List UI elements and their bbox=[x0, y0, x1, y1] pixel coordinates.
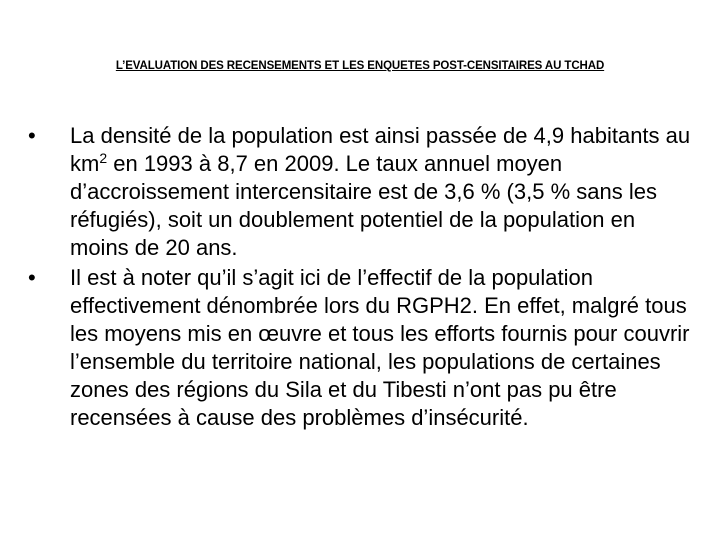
bullet-item-density bbox=[28, 122, 698, 262]
slide-title: L’EVALUATION DES RECENSEMENTS ET LES ENQUETES POST-CENSITAIRES AU TCHAD bbox=[115, 60, 605, 72]
superscript: 2 bbox=[99, 150, 108, 166]
bullet-text-part: La densité de la population est ainsi passée de 4,9 habitants au km bbox=[70, 123, 691, 176]
bullet-item-note bbox=[28, 264, 698, 432]
bullet-text bbox=[70, 122, 698, 262]
bullet-text-part: en 1993 à 8,7 en 2009. Le taux annuel moyen d’accroissement intercensitaire est de 3,6 % (3,5 % sans les réfugiés), soit un doublement potentiel de la population en moins de 20 ans. bbox=[70, 151, 657, 260]
bullet-text: Il est à noter qu’il s’agit ici de l’effectif de la population effectivement dénombrée lors du RGPH2. En effet, malgré tous les moyens mis en œuvre et tous les efforts fournis pour couvrir l’ensemble du territoire national, les populations de certaines zones des régions du Sila et du Tibesti n’ont pas pu être recensées à cause des problèmes d’insécurité. bbox=[70, 265, 690, 430]
bullet-marker: • bbox=[28, 265, 36, 290]
bullet-list bbox=[28, 122, 698, 432]
bullet-marker: • bbox=[28, 123, 36, 148]
